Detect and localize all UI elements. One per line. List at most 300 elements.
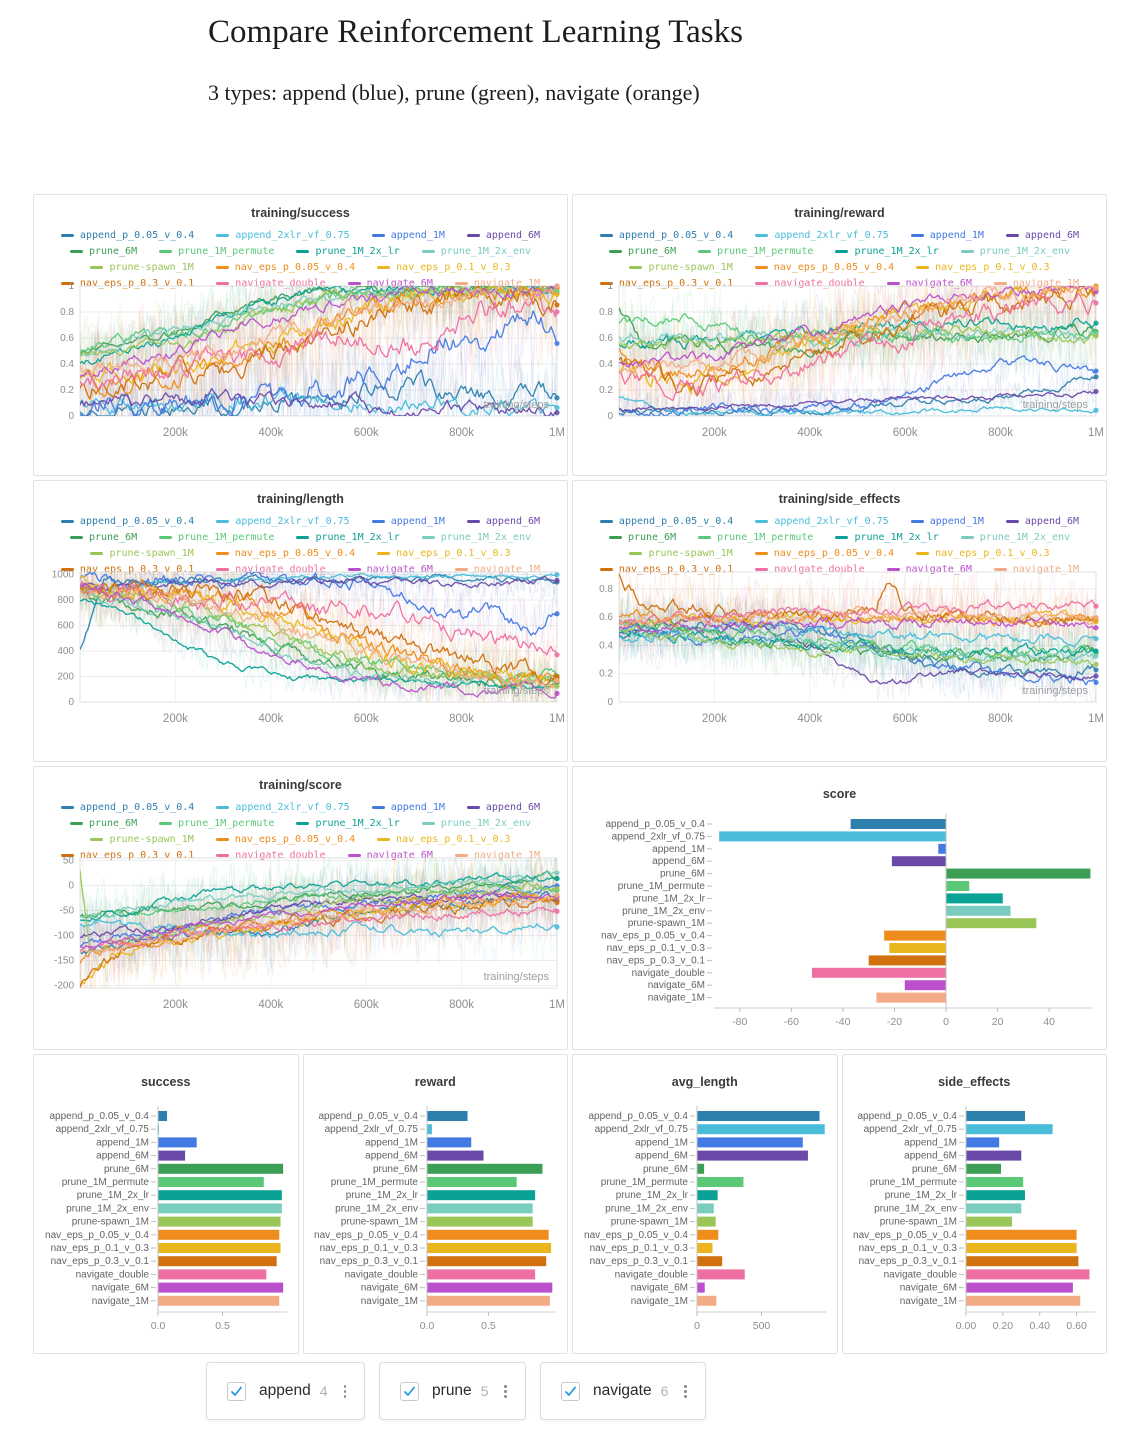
bar-side_effects-nav_eps_p_0.3_v_0.1[interactable] — [966, 1257, 1078, 1267]
line-chart-training_length[interactable] — [36, 569, 566, 731]
legend-item-nav_eps_p_0.05_v_0.4[interactable]: nav_eps_p_0.05_v_0.4 — [755, 262, 894, 273]
bar-reward-prune_6M[interactable] — [427, 1164, 542, 1174]
category-label-navigate_6M: navigate_6M — [630, 1282, 688, 1294]
legend-item-prune_6M[interactable]: prune_6M — [70, 532, 137, 543]
category-label-nav_eps_p_0.3_v_0.1: nav_eps_p_0.3_v_0.1 — [319, 1256, 419, 1268]
bar-side_effects-prune_1M_permute[interactable] — [966, 1177, 1023, 1187]
series-endpoint-dot — [1093, 375, 1098, 380]
category-label-append_p_0.05_v_0.4: append_p_0.05_v_0.4 — [857, 1111, 958, 1123]
bar-avg_length-prune_1M_2x_env[interactable] — [697, 1204, 714, 1214]
legend-item-prune_1M_2x_env[interactable]: prune_1M_2x_env — [422, 818, 531, 829]
bar-score-navigate_double[interactable] — [811, 968, 945, 978]
bar-reward-append_2xlr_vf_0.75[interactable] — [427, 1125, 432, 1135]
x-tick-label: -60 — [783, 1016, 799, 1029]
panel-title-reward: reward — [414, 1075, 456, 1090]
legend-item-prune_6M[interactable]: prune_6M — [70, 818, 137, 829]
legend-swatch-icon — [296, 250, 309, 253]
legend-item-nav_eps_p_0.3_v_0.1[interactable]: nav_eps_p_0.3_v_0.1 — [61, 564, 194, 575]
panel-reward-bar[interactable] — [303, 1054, 569, 1354]
panel-grid — [33, 194, 1107, 1354]
legend-swatch-icon — [455, 282, 468, 285]
legend-item-prune_1M_permute[interactable]: prune_1M_permute — [698, 532, 813, 543]
legend-swatch-icon — [61, 520, 74, 523]
category-label-prune_1M_permute: prune_1M_permute — [617, 881, 705, 893]
bar-reward-append_6M[interactable] — [427, 1151, 484, 1161]
category-label-prune-spawn_1M: prune-spawn_1M — [879, 1216, 958, 1228]
legend-item-append_1M[interactable]: append_1M — [372, 802, 445, 813]
legend-item-nav_eps_p_0.1_v_0.3[interactable]: nav_eps_p_0.1_v_0.3 — [916, 262, 1049, 273]
bar-avg_length-append_1M[interactable] — [697, 1138, 803, 1148]
checkbox-prune[interactable] — [400, 1382, 419, 1401]
svg-text:0: 0 — [67, 880, 74, 892]
legend-swatch-icon — [887, 282, 900, 285]
series-endpoint-dot — [554, 876, 559, 881]
legend-item-append_2xlr_vf_0.75[interactable]: append_2xlr_vf_0.75 — [216, 802, 349, 813]
legend-item-append_p_0.05_v_0.4[interactable]: append_p_0.05_v_0.4 — [600, 230, 733, 241]
series-endpoint-dot — [1093, 668, 1098, 673]
legend-item-nav_eps_p_0.1_v_0.3[interactable]: nav_eps_p_0.1_v_0.3 — [377, 548, 510, 559]
category-label-nav_eps_p_0.3_v_0.1: nav_eps_p_0.3_v_0.1 — [50, 1256, 149, 1268]
legend-item-nav_eps_p_0.1_v_0.3[interactable]: nav_eps_p_0.1_v_0.3 — [377, 834, 510, 845]
run-set-chip-navigate[interactable] — [540, 1362, 706, 1420]
legend-item-nav_eps_p_0.1_v_0.3[interactable]: nav_eps_p_0.1_v_0.3 — [377, 262, 510, 273]
legend-item-append_1M[interactable]: append_1M — [911, 230, 984, 241]
legend-swatch-icon — [159, 822, 172, 825]
legend-swatch-icon — [422, 250, 435, 253]
legend-item-navigate_double[interactable]: navigate_double — [216, 278, 325, 289]
x-tick-label: 0.5 — [214, 1320, 230, 1333]
legend-item-navigate_6M[interactable]: navigate_6M — [887, 564, 972, 575]
line-chart-training_score[interactable] — [36, 855, 566, 1017]
series-endpoint-dot — [554, 303, 559, 308]
legend-item-prune_1M_2x_env[interactable]: prune_1M_2x_env — [422, 532, 531, 543]
bar-side_effects-nav_eps_p_0.1_v_0.3[interactable] — [966, 1243, 1077, 1253]
category-label-navigate_6M: navigate_6M — [647, 980, 705, 992]
bar-side_effects-append_p_0.05_v_0.4[interactable] — [966, 1111, 1025, 1121]
chip-count-prune: 5 — [480, 1383, 489, 1400]
bar-score-prune_1M_permute[interactable] — [946, 881, 969, 891]
series-endpoint-dot — [554, 310, 559, 315]
bar-side_effects-prune_1M_2x_env[interactable] — [966, 1204, 1021, 1214]
legend-swatch-icon — [216, 552, 229, 555]
legend-item-navigate_double[interactable]: navigate_double — [216, 564, 325, 575]
bar-avg_length-navigate_1M[interactable] — [697, 1296, 716, 1306]
svg-text:800k: 800k — [448, 713, 474, 726]
series-endpoint-dot — [1093, 674, 1098, 679]
kebab-menu-icon[interactable] — [342, 1383, 349, 1400]
bar-avg_length-append_p_0.05_v_0.4[interactable] — [697, 1111, 820, 1121]
chip-count-navigate: 6 — [660, 1383, 669, 1400]
x-tick-label: 0.60 — [1066, 1320, 1088, 1333]
legend-swatch-icon — [348, 854, 361, 857]
bar-avg_length-navigate_6M[interactable] — [697, 1283, 705, 1293]
category-label-prune_6M: prune_6M — [642, 1164, 688, 1176]
legend-swatch-icon — [159, 536, 172, 539]
legend-swatch-icon — [755, 568, 768, 571]
svg-text:1M: 1M — [548, 427, 565, 440]
bar-success-prune_1M_permute[interactable] — [158, 1177, 264, 1187]
line-chart-training_side_effects[interactable] — [575, 569, 1105, 731]
bar-success-nav_eps_p_0.3_v_0.1[interactable] — [158, 1257, 277, 1267]
bar-reward-nav_eps_p_0.3_v_0.1[interactable] — [427, 1257, 546, 1267]
legend-item-nav_eps_p_0.05_v_0.4[interactable]: nav_eps_p_0.05_v_0.4 — [755, 548, 894, 559]
legend-swatch-icon — [422, 536, 435, 539]
legend-item-navigate_double[interactable]: navigate_double — [755, 564, 864, 575]
x-tick-label: 40 — [1042, 1016, 1055, 1029]
legend-item-append_1M[interactable]: append_1M — [372, 516, 445, 527]
line-chart-training_success[interactable] — [36, 283, 566, 445]
svg-text:0.8: 0.8 — [598, 307, 613, 319]
category-label-navigate_1M: navigate_1M — [647, 992, 705, 1004]
svg-text:1: 1 — [606, 281, 613, 293]
bar-avg_length-nav_eps_p_0.3_v_0.1[interactable] — [697, 1257, 722, 1267]
bar-side_effects-navigate_1M[interactable] — [966, 1296, 1080, 1306]
series-endpoint-dot — [554, 612, 559, 617]
bar-success-prune_1M_2x_lr[interactable] — [158, 1191, 282, 1201]
kebab-menu-icon[interactable] — [682, 1383, 689, 1400]
panel-training_reward[interactable] — [572, 194, 1107, 476]
bar-side_effects-prune_6M[interactable] — [966, 1164, 1001, 1174]
bar-success-navigate_double[interactable] — [158, 1270, 266, 1280]
run-set-filters — [206, 1362, 1142, 1420]
bar-avg_length-append_6M[interactable] — [697, 1151, 808, 1161]
category-label-nav_eps_p_0.05_v_0.4: nav_eps_p_0.05_v_0.4 — [583, 1230, 688, 1242]
category-label-prune_6M: prune_6M — [103, 1164, 149, 1176]
category-label-navigate_double: navigate_double — [344, 1269, 419, 1281]
bar-score-prune-spawn_1M[interactable] — [946, 919, 1036, 929]
bar-success-nav_eps_p_0.05_v_0.4[interactable] — [158, 1230, 279, 1240]
bar-reward-navigate_6M[interactable] — [427, 1283, 552, 1293]
legend-swatch-icon — [216, 838, 229, 841]
checkbox-append[interactable] — [227, 1382, 246, 1401]
category-label-nav_eps_p_0.3_v_0.1: nav_eps_p_0.3_v_0.1 — [858, 1256, 958, 1268]
bar-chart-success[interactable] — [35, 1097, 297, 1338]
bar-avg_length-prune_1M_2x_lr[interactable] — [697, 1191, 718, 1201]
category-label-navigate_double: navigate_double — [614, 1269, 688, 1281]
legend-item-append_p_0.05_v_0.4[interactable]: append_p_0.05_v_0.4 — [61, 802, 194, 813]
x-axis-label: training/steps — [483, 685, 549, 698]
bar-score-append_6M[interactable] — [891, 857, 945, 867]
x-tick-label: 0 — [942, 1016, 949, 1029]
bar-score-prune_1M_2x_lr[interactable] — [946, 894, 1003, 904]
legend-item-append_2xlr_vf_0.75[interactable]: append_2xlr_vf_0.75 — [755, 230, 888, 241]
svg-text:0.8: 0.8 — [59, 307, 74, 319]
panel-success-bar[interactable] — [33, 1054, 299, 1354]
bar-avg_length-append_2xlr_vf_0.75[interactable] — [697, 1125, 825, 1135]
bar-reward-navigate_1M[interactable] — [427, 1296, 550, 1306]
line-chart-training_reward[interactable] — [575, 283, 1105, 445]
category-label-append_6M: append_6M — [651, 856, 705, 868]
legend-item-prune-spawn_1M[interactable]: prune-spawn_1M — [90, 262, 193, 273]
legend-swatch-icon — [467, 520, 480, 523]
legend-item-nav_eps_p_0.3_v_0.1[interactable]: nav_eps_p_0.3_v_0.1 — [61, 278, 194, 289]
series-endpoint-dot — [1093, 680, 1098, 685]
kebab-menu-icon[interactable] — [502, 1383, 509, 1400]
legend-item-append_2xlr_vf_0.75[interactable]: append_2xlr_vf_0.75 — [755, 516, 888, 527]
bar-reward-nav_eps_p_0.05_v_0.4[interactable] — [427, 1230, 549, 1240]
bar-avg_length-prune_6M[interactable] — [697, 1164, 704, 1174]
legend-swatch-icon — [629, 266, 642, 269]
legend-item-nav_eps_p_0.1_v_0.3[interactable]: nav_eps_p_0.1_v_0.3 — [916, 548, 1049, 559]
checkmark-icon — [403, 1385, 416, 1398]
bar-avg_length-nav_eps_p_0.1_v_0.3[interactable] — [697, 1243, 712, 1253]
legend-item-append_2xlr_vf_0.75[interactable]: append_2xlr_vf_0.75 — [216, 516, 349, 527]
legend-item-prune_1M_2x_lr[interactable]: prune_1M_2x_lr — [835, 532, 938, 543]
legend-swatch-icon — [467, 234, 480, 237]
svg-text:200k: 200k — [701, 427, 727, 440]
panel-side_effects-bar[interactable] — [842, 1054, 1108, 1354]
panel-training_success[interactable] — [33, 194, 568, 476]
bar-score-prune_1M_2x_env[interactable] — [946, 906, 1010, 916]
svg-text:800k: 800k — [987, 427, 1013, 440]
legend-item-navigate_1M[interactable]: navigate_1M — [994, 564, 1079, 575]
legend-item-navigate_6M[interactable]: navigate_6M — [348, 278, 433, 289]
category-label-append_1M: append_1M — [651, 844, 705, 856]
legend-item-append_p_0.05_v_0.4[interactable]: append_p_0.05_v_0.4 — [61, 230, 194, 241]
legend-item-prune_6M[interactable]: prune_6M — [609, 532, 676, 543]
category-label-append_p_0.05_v_0.4: append_p_0.05_v_0.4 — [588, 1111, 688, 1123]
bar-score-nav_eps_p_0.1_v_0.3[interactable] — [889, 943, 946, 953]
bar-side_effects-navigate_double[interactable] — [966, 1270, 1089, 1280]
bar-success-navigate_6M[interactable] — [158, 1283, 283, 1293]
checkbox-navigate[interactable] — [561, 1382, 580, 1401]
legend-swatch-icon — [377, 552, 390, 555]
legend-item-append_6M[interactable]: append_6M — [1006, 230, 1079, 241]
bar-reward-prune-spawn_1M[interactable] — [427, 1217, 533, 1227]
legend-item-nav_eps_p_0.3_v_0.1[interactable]: nav_eps_p_0.3_v_0.1 — [600, 564, 733, 575]
legend-swatch-icon — [455, 854, 468, 857]
bar-reward-append_1M[interactable] — [427, 1138, 471, 1148]
legend-item-prune_1M_permute[interactable]: prune_1M_permute — [698, 246, 813, 257]
category-label-nav_eps_p_0.1_v_0.3: nav_eps_p_0.1_v_0.3 — [606, 943, 705, 955]
bar-success-prune-spawn_1M[interactable] — [158, 1217, 281, 1227]
bar-reward-prune_1M_permute[interactable] — [427, 1177, 517, 1187]
bar-reward-nav_eps_p_0.1_v_0.3[interactable] — [427, 1243, 551, 1253]
legend-swatch-icon — [216, 568, 229, 571]
legend-item-navigate_double[interactable]: navigate_double — [216, 850, 325, 861]
legend-item-prune_1M_2x_env[interactable]: prune_1M_2x_env — [961, 532, 1070, 543]
svg-text:600: 600 — [56, 620, 74, 632]
svg-text:400k: 400k — [796, 713, 822, 726]
bar-success-prune_1M_2x_env[interactable] — [158, 1204, 282, 1214]
svg-text:1M: 1M — [1087, 427, 1104, 440]
legend-item-prune_1M_2x_lr[interactable]: prune_1M_2x_lr — [296, 532, 399, 543]
legend-swatch-icon — [755, 266, 768, 269]
svg-text:0.2: 0.2 — [598, 669, 613, 681]
svg-text:200k: 200k — [162, 999, 188, 1012]
svg-text:0: 0 — [67, 697, 74, 709]
bar-avg_length-nav_eps_p_0.05_v_0.4[interactable] — [697, 1230, 718, 1240]
legend-swatch-icon — [629, 552, 642, 555]
legend-item-append_p_0.05_v_0.4[interactable]: append_p_0.05_v_0.4 — [600, 516, 733, 527]
run-set-chip-append[interactable] — [206, 1362, 365, 1420]
legend-item-nav_eps_p_0.05_v_0.4[interactable]: nav_eps_p_0.05_v_0.4 — [216, 548, 355, 559]
bar-score-prune_6M[interactable] — [946, 869, 1090, 879]
bar-side_effects-prune_1M_2x_lr[interactable] — [966, 1191, 1025, 1201]
bar-score-nav_eps_p_0.05_v_0.4[interactable] — [884, 931, 946, 941]
category-label-nav_eps_p_0.05_v_0.4: nav_eps_p_0.05_v_0.4 — [44, 1230, 149, 1242]
bar-chart-score[interactable] — [577, 809, 1103, 1034]
legend-item-append_6M[interactable]: append_6M — [1006, 516, 1079, 527]
legend-swatch-icon — [90, 552, 103, 555]
legend-item-navigate_1M[interactable]: navigate_1M — [455, 278, 540, 289]
legend-item-append_p_0.05_v_0.4[interactable]: append_p_0.05_v_0.4 — [61, 516, 194, 527]
legend-swatch-icon — [961, 250, 974, 253]
legend-swatch-icon — [911, 234, 924, 237]
svg-text:50: 50 — [62, 855, 74, 867]
svg-text:1M: 1M — [1087, 713, 1104, 726]
legend-item-nav_eps_p_0.3_v_0.1[interactable]: nav_eps_p_0.3_v_0.1 — [61, 850, 194, 861]
legend-swatch-icon — [348, 568, 361, 571]
bar-success-append_6M[interactable] — [158, 1151, 185, 1161]
legend-item-nav_eps_p_0.05_v_0.4[interactable]: nav_eps_p_0.05_v_0.4 — [216, 262, 355, 273]
panel-avg_length-bar[interactable] — [572, 1054, 838, 1354]
bar-chart-avg_length[interactable] — [574, 1097, 836, 1338]
legend-item-append_6M[interactable]: append_6M — [467, 230, 540, 241]
bar-score-navigate_1M[interactable] — [876, 993, 946, 1003]
legend-item-append_2xlr_vf_0.75[interactable]: append_2xlr_vf_0.75 — [216, 230, 349, 241]
bar-score-append_1M[interactable] — [938, 844, 946, 854]
legend-item-navigate_1M[interactable]: navigate_1M — [455, 564, 540, 575]
bar-reward-append_p_0.05_v_0.4[interactable] — [427, 1111, 468, 1121]
series-endpoint-dot — [554, 909, 559, 914]
bar-side_effects-prune-spawn_1M[interactable] — [966, 1217, 1012, 1227]
legend-item-prune_1M_2x_env[interactable]: prune_1M_2x_env — [961, 246, 1070, 257]
panel-title-training_score: training/score — [259, 778, 342, 793]
x-tick-label: -80 — [731, 1016, 747, 1029]
x-tick-label: 0.40 — [1029, 1320, 1051, 1333]
category-label-append_p_0.05_v_0.4: append_p_0.05_v_0.4 — [318, 1111, 419, 1123]
bar-avg_length-navigate_double[interactable] — [697, 1270, 745, 1280]
series-endpoint-dot — [1093, 654, 1098, 659]
legend-item-prune_1M_2x_env[interactable]: prune_1M_2x_env — [422, 246, 531, 257]
run-set-chip-prune[interactable] — [379, 1362, 526, 1420]
panel-training_score[interactable] — [33, 766, 568, 1050]
legend-item-prune-spawn_1M[interactable]: prune-spawn_1M — [629, 262, 732, 273]
legend-swatch-icon — [159, 250, 172, 253]
legend-item-navigate_1M[interactable]: navigate_1M — [455, 850, 540, 861]
svg-text:400k: 400k — [257, 999, 283, 1012]
category-label-navigate_double: navigate_double — [631, 968, 705, 980]
bar-success-navigate_1M[interactable] — [158, 1296, 279, 1306]
category-label-prune_1M_2x_lr: prune_1M_2x_lr — [615, 1190, 688, 1202]
x-tick-label: -20 — [886, 1016, 902, 1029]
legend-item-navigate_1M[interactable]: navigate_1M — [994, 278, 1079, 289]
category-label-append_2xlr_vf_0.75: append_2xlr_vf_0.75 — [324, 1124, 419, 1136]
series-endpoint-dot — [1093, 615, 1098, 620]
legend-item-prune_1M_2x_lr[interactable]: prune_1M_2x_lr — [296, 246, 399, 257]
legend-swatch-icon — [216, 282, 229, 285]
legend-item-prune_1M_permute[interactable]: prune_1M_permute — [159, 246, 274, 257]
legend-swatch-icon — [600, 234, 613, 237]
category-label-prune_1M_2x_env: prune_1M_2x_env — [65, 1203, 149, 1215]
series-endpoint-dot — [1093, 625, 1098, 630]
legend-item-prune_1M_permute[interactable]: prune_1M_permute — [159, 818, 274, 829]
panel-score-bar[interactable] — [572, 766, 1107, 1050]
series-endpoint-dot — [1093, 321, 1098, 326]
legend-training_reward — [573, 227, 1106, 289]
legend-item-nav_eps_p_0.05_v_0.4[interactable]: nav_eps_p_0.05_v_0.4 — [216, 834, 355, 845]
bar-score-nav_eps_p_0.3_v_0.1[interactable] — [868, 956, 945, 966]
bar-score-append_2xlr_vf_0.75[interactable] — [719, 832, 946, 842]
svg-text:0.4: 0.4 — [598, 359, 613, 371]
bar-side_effects-navigate_6M[interactable] — [966, 1283, 1073, 1293]
legend-item-append_6M[interactable]: append_6M — [467, 516, 540, 527]
legend-item-prune-spawn_1M[interactable]: prune-spawn_1M — [90, 548, 193, 559]
legend-swatch-icon — [961, 536, 974, 539]
category-label-append_6M: append_6M — [95, 1150, 149, 1162]
legend-item-append_1M[interactable]: append_1M — [372, 230, 445, 241]
panel-training_side_effects[interactable] — [572, 480, 1107, 762]
panel-training_length[interactable] — [33, 480, 568, 762]
legend-item-append_1M[interactable]: append_1M — [911, 516, 984, 527]
legend-item-prune_1M_2x_lr[interactable]: prune_1M_2x_lr — [296, 818, 399, 829]
legend-item-navigate_6M[interactable]: navigate_6M — [348, 564, 433, 575]
legend-item-navigate_6M[interactable]: navigate_6M — [348, 850, 433, 861]
legend-item-prune_6M[interactable]: prune_6M — [609, 246, 676, 257]
bar-success-prune_6M[interactable] — [158, 1164, 283, 1174]
page-title: Compare Reinforcement Learning Tasks — [208, 14, 743, 50]
bar-score-append_p_0.05_v_0.4[interactable] — [850, 819, 945, 829]
bar-side_effects-append_1M[interactable] — [966, 1138, 999, 1148]
legend-item-prune-spawn_1M[interactable]: prune-spawn_1M — [629, 548, 732, 559]
category-label-nav_eps_p_0.1_v_0.3: nav_eps_p_0.1_v_0.3 — [50, 1243, 149, 1255]
category-label-navigate_6M: navigate_6M — [360, 1282, 419, 1294]
svg-text:200k: 200k — [162, 713, 188, 726]
category-label-navigate_1M: navigate_1M — [91, 1296, 149, 1308]
series-endpoint-dot — [554, 572, 559, 577]
series-endpoint-dot — [1093, 389, 1098, 394]
legend-item-navigate_double[interactable]: navigate_double — [755, 278, 864, 289]
category-label-prune_1M_2x_lr: prune_1M_2x_lr — [76, 1190, 149, 1202]
legend-item-prune-spawn_1M[interactable]: prune-spawn_1M — [90, 834, 193, 845]
bar-chart-side_effects[interactable] — [843, 1097, 1105, 1338]
category-label-navigate_1M: navigate_1M — [899, 1296, 958, 1308]
bar-side_effects-append_6M[interactable] — [966, 1151, 1021, 1161]
category-label-append_p_0.05_v_0.4: append_p_0.05_v_0.4 — [49, 1111, 149, 1123]
bar-reward-prune_1M_2x_lr[interactable] — [427, 1191, 535, 1201]
category-label-prune_1M_2x_env: prune_1M_2x_env — [335, 1203, 419, 1215]
category-label-nav_eps_p_0.1_v_0.3: nav_eps_p_0.1_v_0.3 — [319, 1243, 419, 1255]
bar-score-navigate_6M[interactable] — [904, 981, 945, 991]
bar-success-nav_eps_p_0.1_v_0.3[interactable] — [158, 1243, 281, 1253]
legend-item-nav_eps_p_0.3_v_0.1[interactable]: nav_eps_p_0.3_v_0.1 — [600, 278, 733, 289]
bar-success-append_1M[interactable] — [158, 1138, 197, 1148]
legend-item-append_6M[interactable]: append_6M — [467, 802, 540, 813]
series-endpoint-dot — [554, 893, 559, 898]
bar-chart-reward[interactable] — [304, 1097, 566, 1338]
bar-avg_length-prune_1M_permute[interactable] — [697, 1177, 743, 1187]
legend-item-prune_6M[interactable]: prune_6M — [70, 246, 137, 257]
category-label-nav_eps_p_0.05_v_0.4: nav_eps_p_0.05_v_0.4 — [853, 1230, 958, 1242]
report-header — [0, 0, 1142, 106]
series-endpoint-dot — [1093, 408, 1098, 413]
legend-item-navigate_6M[interactable]: navigate_6M — [887, 278, 972, 289]
category-label-prune_1M_permute: prune_1M_permute — [600, 1177, 688, 1189]
legend-item-prune_1M_permute[interactable]: prune_1M_permute — [159, 532, 274, 543]
category-label-prune_1M_2x_env: prune_1M_2x_env — [874, 1203, 958, 1215]
bar-avg_length-prune-spawn_1M[interactable] — [697, 1217, 716, 1227]
bar-reward-prune_1M_2x_env[interactable] — [427, 1204, 533, 1214]
bar-reward-navigate_double[interactable] — [427, 1270, 535, 1280]
svg-text:0.6: 0.6 — [598, 333, 613, 345]
series-endpoint-dot — [1093, 604, 1098, 609]
bar-side_effects-nav_eps_p_0.05_v_0.4[interactable] — [966, 1230, 1077, 1240]
bar-side_effects-append_2xlr_vf_0.75[interactable] — [966, 1125, 1053, 1135]
bar-success-append_p_0.05_v_0.4[interactable] — [158, 1111, 167, 1121]
legend-item-prune_1M_2x_lr[interactable]: prune_1M_2x_lr — [835, 246, 938, 257]
legend-swatch-icon — [609, 536, 622, 539]
